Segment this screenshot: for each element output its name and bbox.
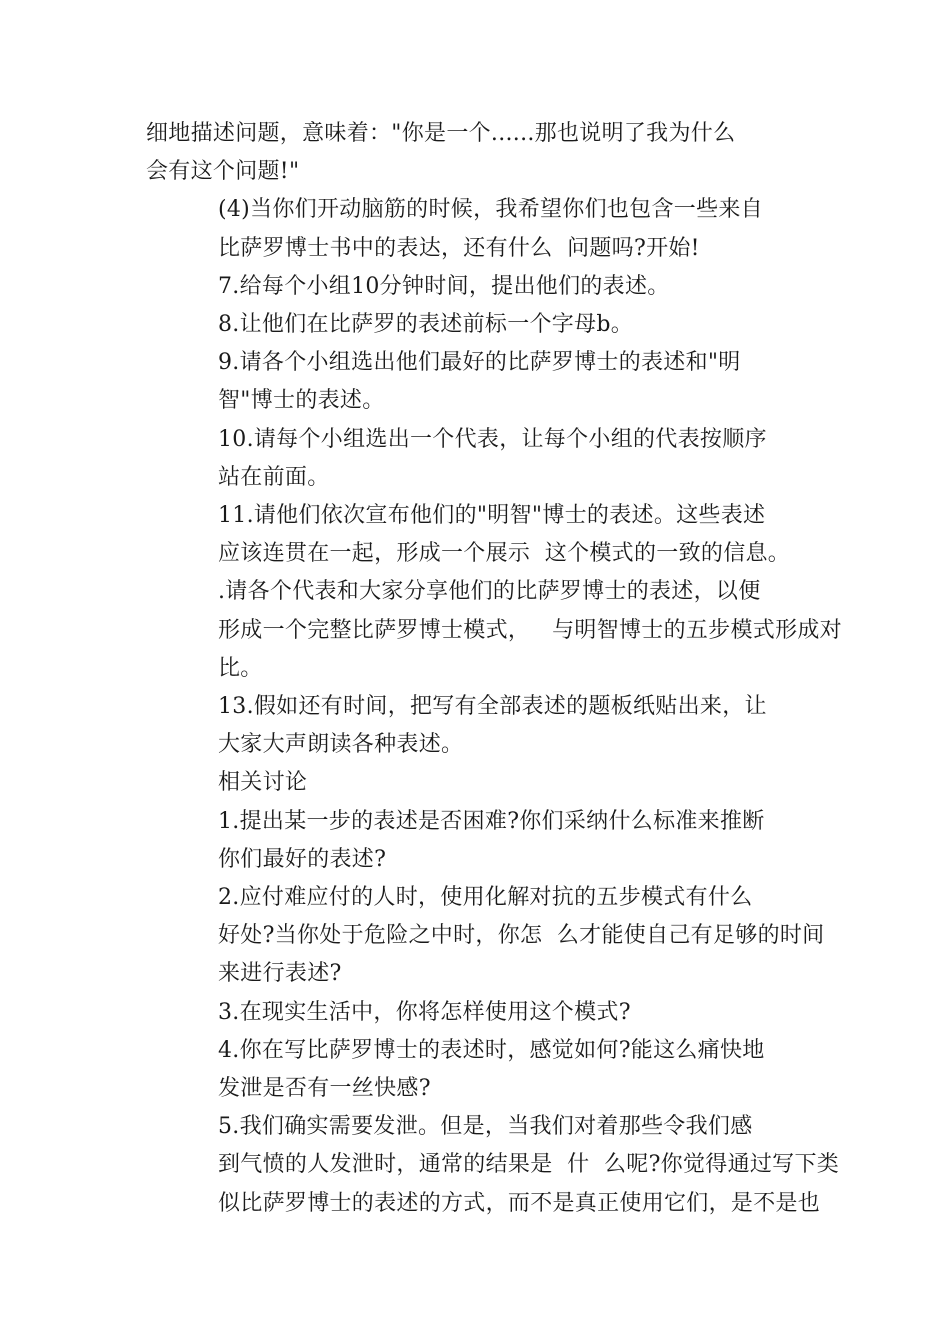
paragraph [146, 879, 825, 994]
paragraph [146, 573, 842, 688]
text-line: 大家大声朗读各种表述。 [218, 732, 464, 758]
text-line: 到气愤的人发泄时，通常的结果是 什 么呢?你觉得通过写下类 [218, 1152, 840, 1178]
paragraph [146, 268, 806, 306]
paragraph [146, 1108, 840, 1223]
text-line: 发泄是否有一丝快感? [218, 1076, 431, 1102]
paragraph [146, 688, 806, 764]
text-line: 会有这个问题!" [146, 159, 300, 185]
paragraph [146, 764, 806, 802]
text-line: 细地描述问题，意味着："你是一个......那也说明了我为什么 [146, 121, 736, 146]
text-line: 相关讨论 [218, 770, 308, 796]
paragraph [146, 497, 806, 573]
paragraph [146, 115, 806, 191]
text-line: 5.我们确实需要发泄。但是，当我们对着那些令我们感 [218, 1114, 753, 1140]
text-line: 7.给每个小组10分钟时间，提出他们的表述。 [218, 273, 670, 299]
paragraph [146, 1032, 806, 1108]
paragraph [146, 803, 806, 879]
paragraph [146, 421, 806, 497]
text-line: 形成一个完整比萨罗博士模式， 与明智博士的五步模式形成对 [218, 617, 842, 643]
text-line: 你们最好的表述? [218, 846, 387, 872]
text-line: (4)当你们开动脑筋的时候，我希望你们也包含一些来自 [218, 197, 763, 223]
text-line: 站在前面。 [218, 464, 330, 490]
paragraph [146, 994, 806, 1032]
text-line: 9.请各个小组选出他们最好的比萨罗博士的表述和"明 [218, 350, 741, 376]
paragraph [146, 306, 806, 344]
text-line: 4.你在写比萨罗博士的表述时，感觉如何?能这么痛快地 [218, 1037, 765, 1063]
text-line: 好处?当你处于危险之中时，你怎 么才能使自己有足够的时间 [218, 923, 825, 949]
text-line: 智"博士的表述。 [218, 388, 385, 414]
text-line: 来进行表述? [218, 961, 342, 987]
paragraph [146, 191, 806, 267]
text-line: .请各个代表和大家分享他们的比萨罗博士的表述，以便 [218, 579, 761, 605]
text-line: 11.请他们依次宣布他们的"明智"博士的表述。这些表述 [218, 503, 766, 529]
paragraph [146, 344, 806, 420]
text-line: 似比萨罗博士的表述的方式，而不是真正使用它们，是不是也 [218, 1190, 821, 1216]
text-line: 13.假如还有时间，把写有全部表述的题板纸贴出来，让 [218, 694, 767, 720]
text-line: 3.在现实生活中，你将怎样使用这个模式? [218, 999, 631, 1025]
text-line: 2.应付难应付的人时，使用化解对抗的五步模式有什么 [218, 885, 753, 911]
text-line: 应该连贯在一起，形成一个展示 这个模式的一致的信息。 [218, 541, 791, 567]
text-line: 10.请每个小组选出一个代表，让每个小组的代表按顺序 [218, 426, 767, 452]
document-body [146, 115, 842, 1223]
text-line: 8.让他们在比萨罗的表述前标一个字母b。 [218, 312, 634, 338]
text-line: 比。 [218, 655, 263, 681]
text-line: 比萨罗博士书中的表达，还有什么 问题吗?开始! [218, 235, 700, 261]
text-line: 1.提出某一步的表述是否困难?你们采纳什么标准来推断 [218, 808, 765, 834]
